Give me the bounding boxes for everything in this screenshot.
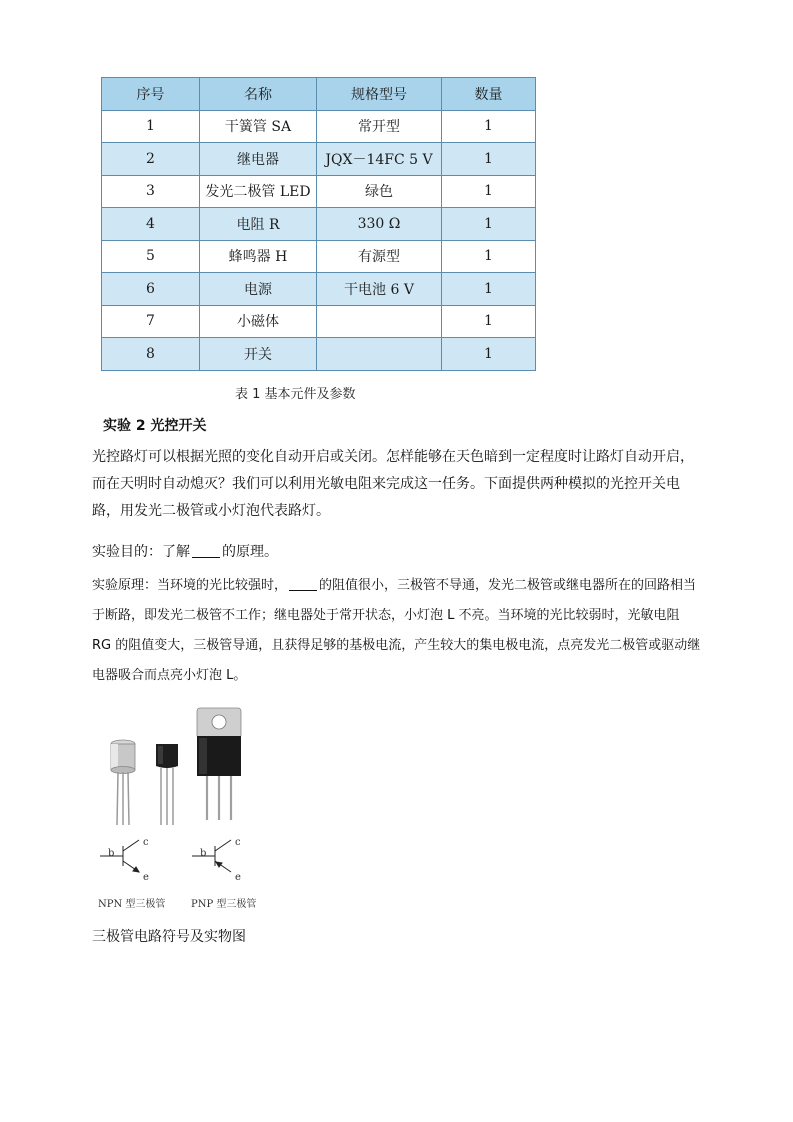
- figure-caption: 三极管电路符号及实物图: [92, 929, 246, 945]
- cell-name: 干簧管 SA: [200, 110, 317, 143]
- cell-name: 继电器: [200, 143, 317, 176]
- npn-symbol: [100, 840, 139, 872]
- cell-spec: 绿色: [317, 175, 442, 208]
- cell-name: 电阻 R: [200, 208, 317, 241]
- cell-qty: 1: [442, 175, 536, 208]
- cell-qty: 1: [442, 240, 536, 273]
- cell-name: 小磁体: [200, 305, 317, 338]
- cell-spec: 330 Ω: [317, 208, 442, 241]
- cell-name: 蜂鸣器 H: [200, 240, 317, 273]
- cell-qty: 1: [442, 110, 536, 143]
- table-row: [102, 143, 536, 176]
- cell-qty: 1: [442, 273, 536, 306]
- header-index: 序号: [102, 78, 200, 111]
- cell-spec: 有源型: [317, 240, 442, 273]
- purpose-prefix: 实验目的：了解: [92, 544, 190, 560]
- components-table: [101, 77, 536, 371]
- pnp-symbol: [192, 840, 231, 872]
- cell-name: 电源: [200, 273, 317, 306]
- purpose-paragraph: [92, 539, 702, 566]
- cell-index: 7: [102, 305, 200, 338]
- npn-label: NPN 型三极管: [98, 899, 166, 910]
- principle-paragraph: [92, 571, 702, 691]
- cell-spec: [317, 305, 442, 338]
- table-row: [102, 273, 536, 306]
- cell-spec: [317, 338, 442, 371]
- table-row: [102, 110, 536, 143]
- cell-index: 4: [102, 208, 200, 241]
- purpose-suffix: 的原理。: [222, 544, 278, 560]
- cell-qty: 1: [442, 143, 536, 176]
- cell-qty: 1: [442, 338, 536, 371]
- header-spec: 规格型号: [317, 78, 442, 111]
- pnp-emitter-label: e: [235, 872, 241, 883]
- cell-name: 开关: [200, 338, 317, 371]
- cell-spec: 常开型: [317, 110, 442, 143]
- principle-prefix: 实验原理：当环境的光比较强时，: [92, 578, 288, 593]
- cell-index: 2: [102, 143, 200, 176]
- transistor-figure: [95, 700, 265, 915]
- fill-in-blank[interactable]: [289, 576, 317, 591]
- table-row: [102, 305, 536, 338]
- cell-index: 8: [102, 338, 200, 371]
- npn-collector-label: c: [143, 837, 149, 848]
- npn-emitter-label: e: [143, 872, 149, 883]
- table-row: [102, 240, 536, 273]
- pnp-label: PNP 型三极管: [191, 899, 257, 910]
- cell-index: 3: [102, 175, 200, 208]
- cell-spec: JQX－14FC 5 V: [317, 143, 442, 176]
- principle-suffix: 的阻值很小，三极管不导通，发光二极管或继电器所在的回路相当于断路，即发光二极管不工作；继电器处于常开状态，小灯泡 L 不亮。当环境的光比较弱时，光敏电阻 RG 的阻值变大，三极管导通，且获得足够的基极电流，产生较大的集电极电流，点亮发光二极管或驱动继电器吸合而点亮小灯泡 L。: [92, 578, 701, 683]
- cell-name: 发光二极管 LED: [200, 175, 317, 208]
- table-header-row: [102, 78, 536, 111]
- pnp-collector-label: c: [235, 837, 241, 848]
- cell-qty: 1: [442, 208, 536, 241]
- intro-paragraph: 光控路灯可以根据光照的变化自动开启或关闭。怎样能够在天色暗到一定程度时让路灯自动开启，而在天明时自动熄灭？我们可以利用光敏电阻来完成这一任务。下面提供两种模拟的光控开关电路，用发光二极管或小灯泡代表路灯。: [92, 449, 694, 519]
- fill-in-blank[interactable]: [192, 543, 220, 558]
- cell-qty: 1: [442, 305, 536, 338]
- pnp-base-label: b: [200, 848, 207, 859]
- to220-transistor-image: [197, 708, 241, 820]
- header-name: 名称: [200, 78, 317, 111]
- section-heading: 实验 2 光控开关: [103, 418, 207, 434]
- cell-index: 6: [102, 273, 200, 306]
- cell-index: 5: [102, 240, 200, 273]
- metal-can-transistor-image: [111, 740, 135, 825]
- header-qty: 数量: [442, 78, 536, 111]
- to92-transistor-image: [156, 744, 178, 825]
- table-row: [102, 175, 536, 208]
- table-row: [102, 208, 536, 241]
- npn-base-label: b: [108, 848, 115, 859]
- table-row: [102, 338, 536, 371]
- cell-spec: 干电池 6 V: [317, 273, 442, 306]
- table-caption: 表 1 基本元件及参数: [235, 387, 356, 402]
- cell-index: 1: [102, 110, 200, 143]
